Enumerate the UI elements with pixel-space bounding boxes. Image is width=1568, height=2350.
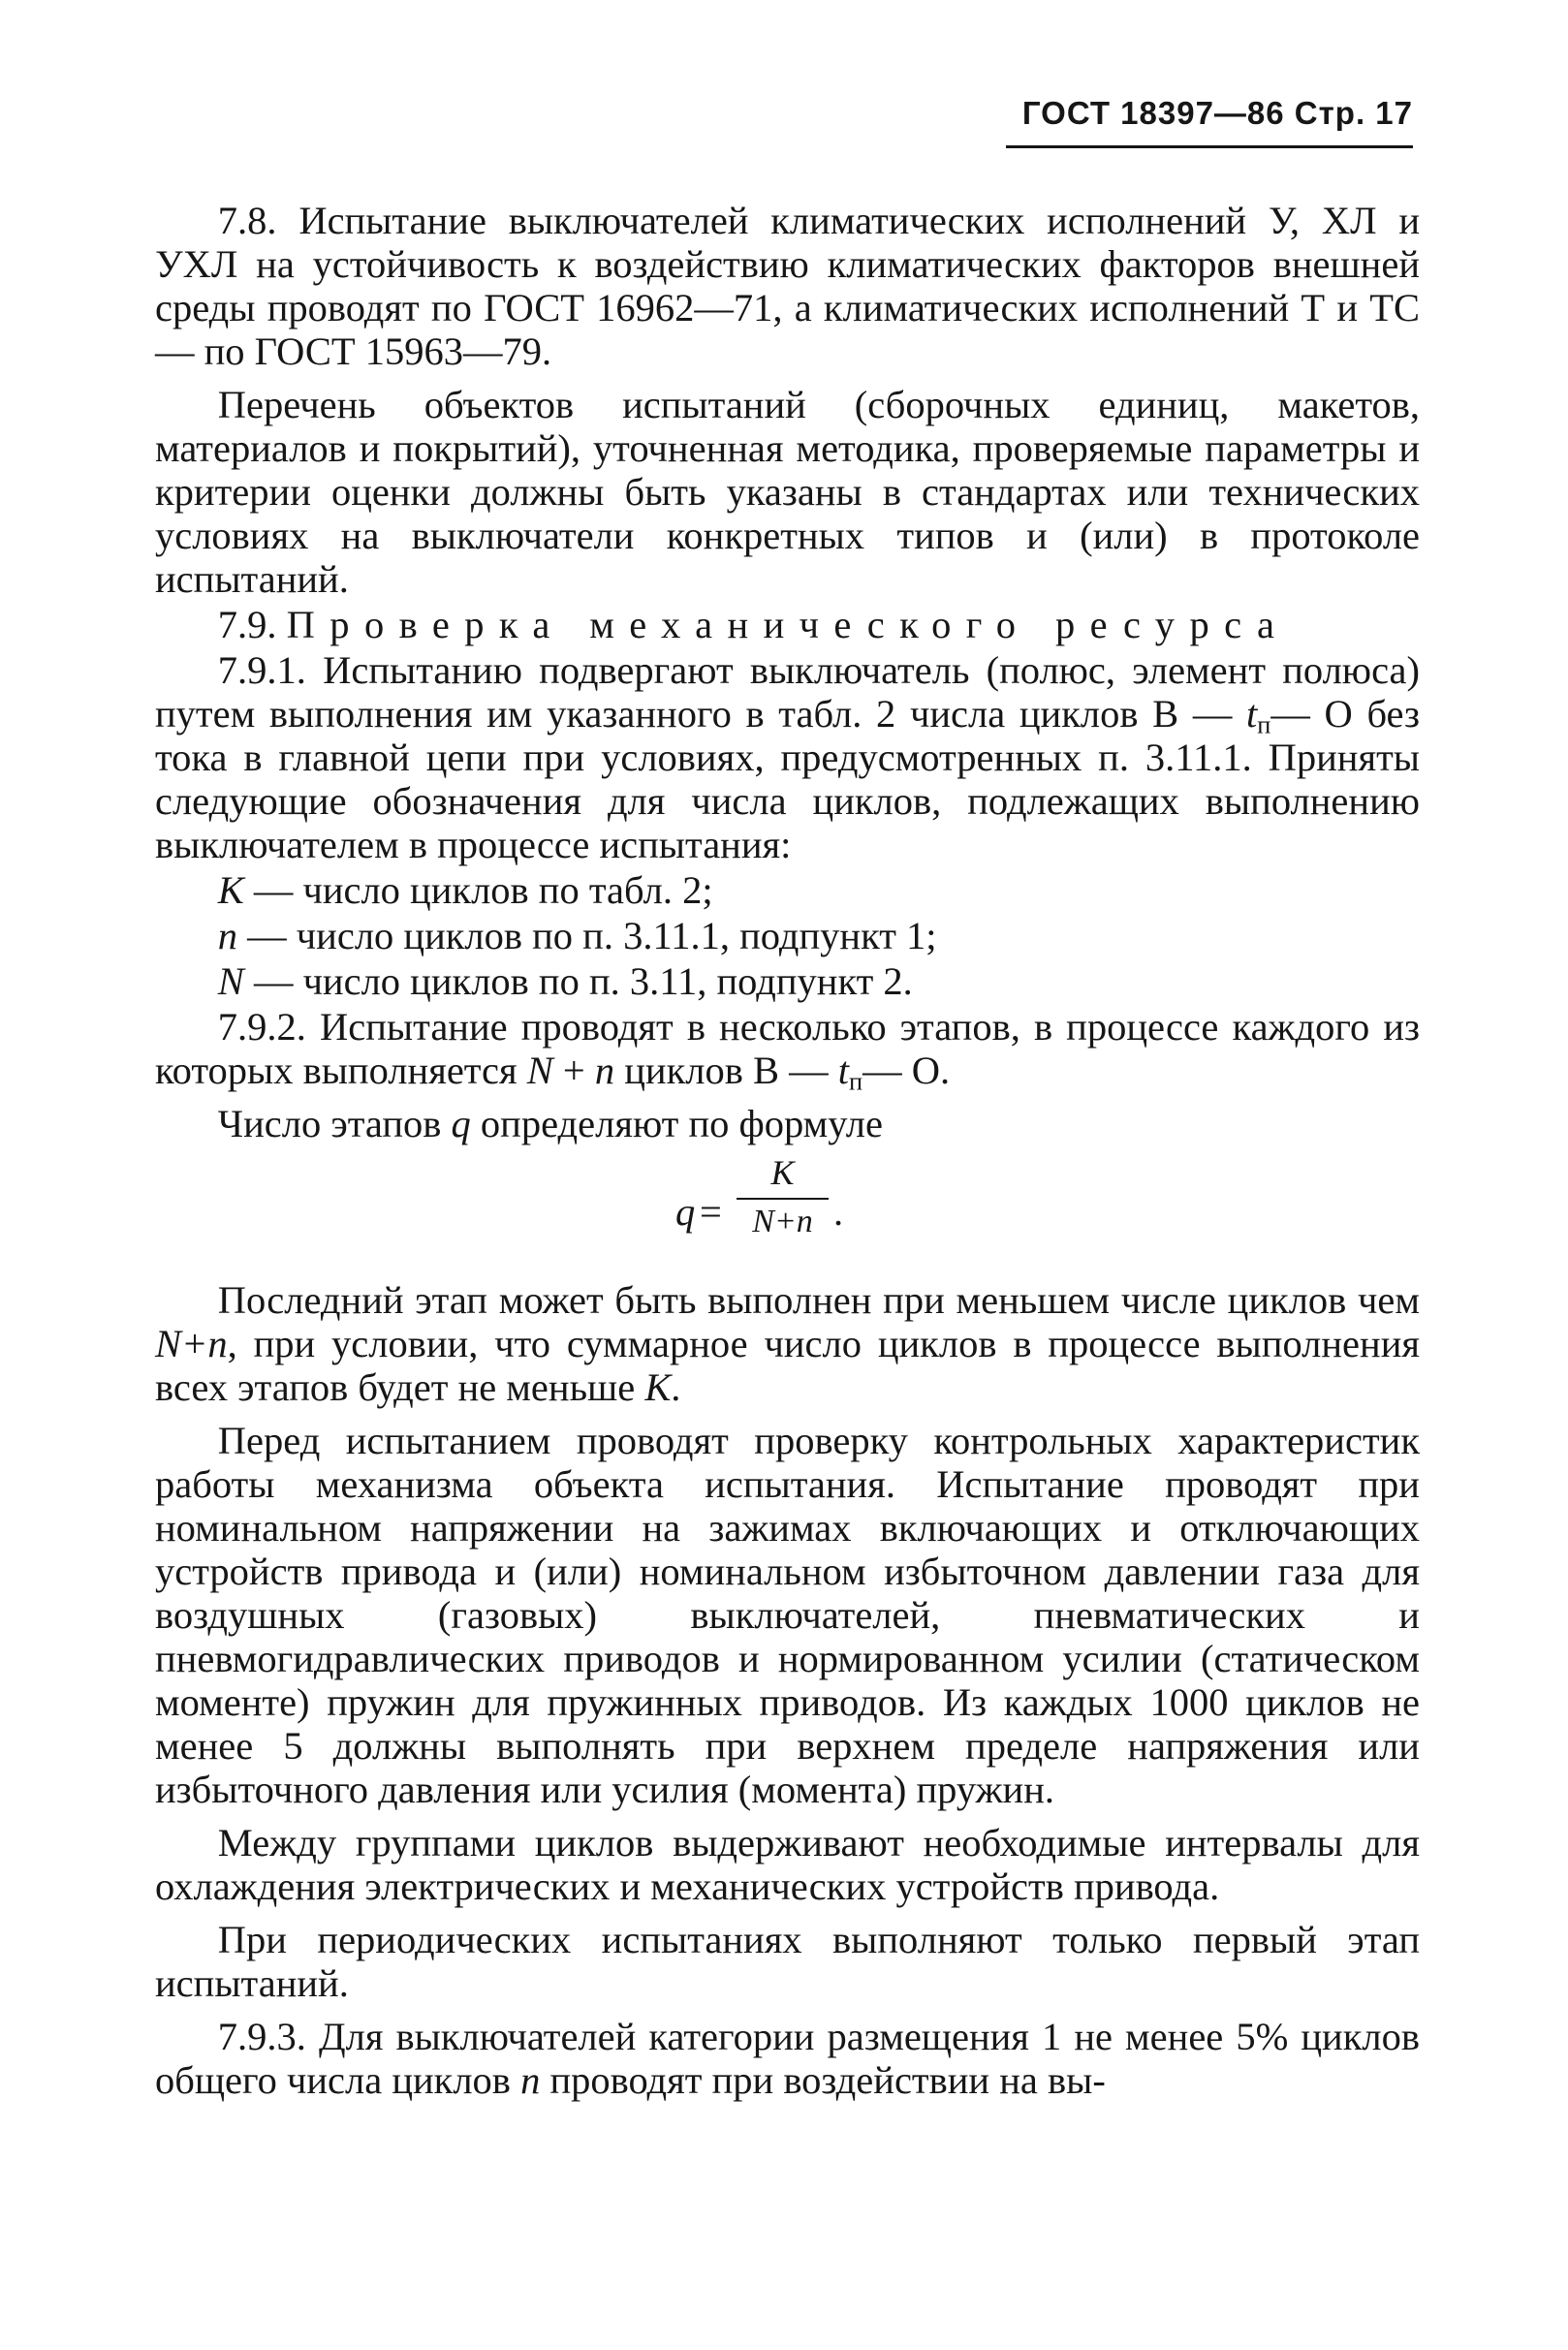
page-header	[1006, 95, 1413, 148]
section-title: Проверка механического ресурса	[286, 603, 1290, 646]
formula-lhs: q	[675, 1190, 696, 1234]
formula-end: .	[833, 1190, 844, 1234]
formula-equals: =	[700, 1190, 722, 1234]
formula-numerator: K	[770, 1153, 795, 1192]
paragraph-control-check: Перед испытанием проводят проверку контрольных характеристик работы механизма объекта испытания. Испытание проводят при номинальном напряжении на зажимах включающих и отключающих устройств привода и (или) номинальном избыточном давлении газа для воздушных (газовых) выключателей, пневматических и пневмогидравлических приводов и нормированном усилии (статическом моменте) пружин для пружинных приводов. Из каждых 1000 циклов не менее 5 должны выполнять при верхнем пределе напряжения или избыточного давления или усилия (момента) пружин.	[155, 1419, 1420, 1811]
paragraph-intervals: Между группами циклов выдерживают необходимые интервалы для охлаждения электрических и механических устройств привода.	[155, 1821, 1420, 1908]
paragraph-7-8: 7.8. Испытание выключателей климатических исполнений У, ХЛ и УХЛ на устойчивость к воздействию климатических факторов внешней среды проводят по ГОСТ 16962—71, а климатических исполнений Т и ТС — по ГОСТ 15963—79.	[155, 199, 1420, 373]
document-body	[155, 199, 1420, 2104]
paragraph-test-objects: Перечень объектов испытаний (сборочных единиц, макетов, материалов и покрытий), уточненная методика, проверяемые параметры и критерии оценки должны быть указаны в стандартах или технических условиях на выключатели конкретных типов и (или) в протоколе испытаний.	[155, 383, 1420, 601]
paragraph-last-stage: Последний этап может быть выполнен при меньшем числе циклов чем N+n, при условии, что суммарное число циклов в процессе выполнения всех этапов будет не меньше К.	[155, 1278, 1420, 1409]
definition-n-small: n — число циклов по п. 3.11.1, подпункт 1;	[217, 914, 937, 957]
fraction-bar	[737, 1198, 829, 1200]
paragraph-7-9-3: 7.9.3. Для выключателей категории размещения 1 не менее 5% циклов общего числа циклов n проводят при воздействии на вы-	[155, 2015, 1420, 2102]
paragraph-7-9-2: 7.9.2. Испытание проводят в несколько этапов, в процессе каждого из которых выполняется N + n циклов В — $t_п—$ О.	[155, 1005, 1420, 1096]
formula-denominator: N+n	[752, 1204, 813, 1239]
header-text: ГОСТ 18397—86 Стр. 17	[1021, 95, 1413, 131]
section-heading-7-9: 7.9. Проверка механического ресурса	[217, 603, 1290, 646]
formula-q	[155, 1153, 1420, 1265]
definition-n-capital: N — число циклов по п. 3.11, подпункт 2.	[217, 959, 913, 1003]
formula-fraction	[737, 1153, 829, 1240]
definition-k: К — число циклов по табл. 2;	[217, 868, 713, 912]
paragraph-periodic-tests: При периодических испытаниях выполняют только первый этап испытаний.	[155, 1918, 1420, 2005]
paragraph-7-9-1: 7.9.1. Испытанию подвергают выключатель (полюс, элемент полюса) путем выполнения им указанного в табл. 2 числа циклов В — $t_п—$ О без тока в главной цепи при условиях, предусмотренных п. 3.11.1. Приняты следующие обозначения для числа циклов, подлежащих выполнению выключателем в процессе испытания:	[155, 648, 1420, 866]
paragraph-stage-count: Число этапов q определяют по формуле	[217, 1102, 883, 1145]
